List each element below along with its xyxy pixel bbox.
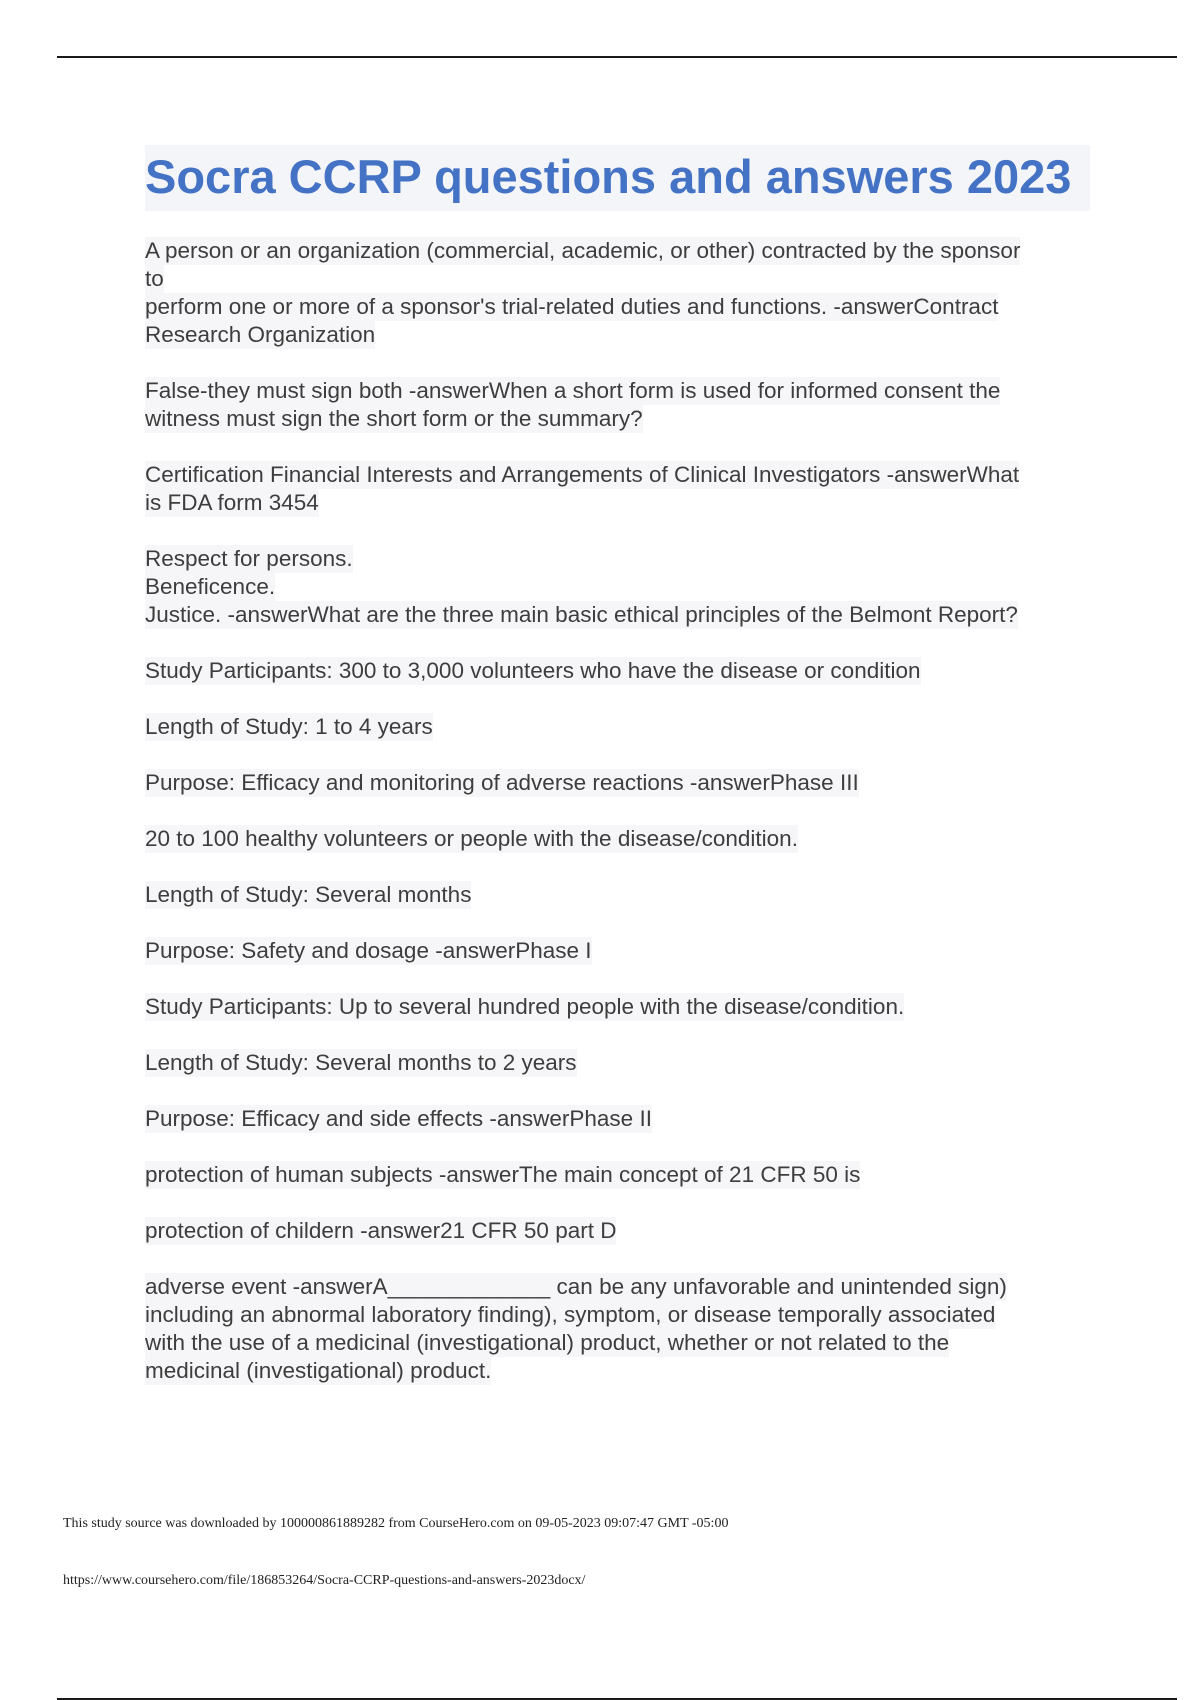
- qa-line: Research Organization: [145, 322, 376, 347]
- qa-entry: [145, 1217, 1090, 1245]
- download-source-note: This study source was downloaded by 100000861889282 from CourseHero.com on 09-05-2023 09:07:47 GMT -05:00: [63, 1516, 729, 1531]
- top-rule: [57, 56, 1177, 58]
- qa-list: [145, 237, 1090, 1385]
- qa-line: Purpose: Efficacy and side effects -answerPhase II: [145, 1106, 652, 1131]
- qa-line: False-they must sign both -answerWhen a short form is used for informed consent the: [145, 378, 1001, 403]
- qa-line: Justice. -answerWhat are the three main basic ethical principles of the Belmont Report?: [145, 602, 1018, 627]
- qa-line: perform one or more of a sponsor's trial-related duties and functions. -answerContract: [145, 294, 999, 319]
- qa-entry: [145, 461, 1090, 517]
- qa-line: Length of Study: Several months: [145, 882, 472, 907]
- qa-line: Respect for persons.: [145, 546, 353, 571]
- qa-line: A person or an organization (commercial, academic, or other) contracted by the sponsor: [145, 238, 1021, 263]
- qa-line: 20 to 100 healthy volunteers or people with the disease/condition.: [145, 826, 798, 851]
- qa-entry: [145, 993, 1090, 1021]
- qa-entry: [145, 1049, 1090, 1077]
- qa-line: protection of childern -answer21 CFR 50 part D: [145, 1218, 617, 1243]
- qa-line: Study Participants: 300 to 3,000 volunteers who have the disease or condition: [145, 658, 921, 683]
- qa-entry: [145, 545, 1090, 629]
- qa-entry: [145, 1105, 1090, 1133]
- qa-line: Length of Study: 1 to 4 years: [145, 714, 433, 739]
- qa-line: Purpose: Efficacy and monitoring of adverse reactions -answerPhase III: [145, 770, 859, 795]
- qa-entry: [145, 237, 1090, 349]
- qa-entry: [145, 377, 1090, 433]
- qa-line: Beneficence.: [145, 574, 276, 599]
- qa-line: Study Participants: Up to several hundred people with the disease/condition.: [145, 994, 905, 1019]
- qa-line: Purpose: Safety and dosage -answerPhase I: [145, 938, 592, 963]
- qa-entry: [145, 1273, 1090, 1385]
- qa-line: is FDA form 3454: [145, 490, 319, 515]
- source-url[interactable]: https://www.coursehero.com/file/186853264/Socra-CCRP-questions-and-answers-2023docx/: [63, 1573, 586, 1588]
- qa-line: including an abnormal laboratory finding), symptom, or disease temporally associated: [145, 1302, 996, 1327]
- qa-line: Length of Study: Several months to 2 years: [145, 1050, 577, 1075]
- qa-line: witness must sign the short form or the summary?: [145, 406, 643, 431]
- qa-line: to: [145, 266, 164, 291]
- qa-entry: [145, 1161, 1090, 1189]
- qa-entry: [145, 881, 1090, 909]
- qa-line: with the use of a medicinal (investigational) product, whether or not related to the: [145, 1330, 950, 1355]
- qa-line: adverse event -answerA_____________ can be any unfavorable and unintended sign): [145, 1274, 1007, 1299]
- qa-entry: [145, 937, 1090, 965]
- qa-entry: [145, 825, 1090, 853]
- qa-entry: [145, 769, 1090, 797]
- qa-line: Certification Financial Interests and Arrangements of Clinical Investigators -answerWhat: [145, 462, 1020, 487]
- qa-line: protection of human subjects -answerThe main concept of 21 CFR 50 is: [145, 1162, 861, 1187]
- document-body: [145, 145, 1090, 1413]
- qa-line: medicinal (investigational) product.: [145, 1358, 492, 1383]
- document-title: Socra CCRP questions and answers 2023: [145, 145, 1090, 211]
- qa-entry: [145, 713, 1090, 741]
- qa-entry: [145, 657, 1090, 685]
